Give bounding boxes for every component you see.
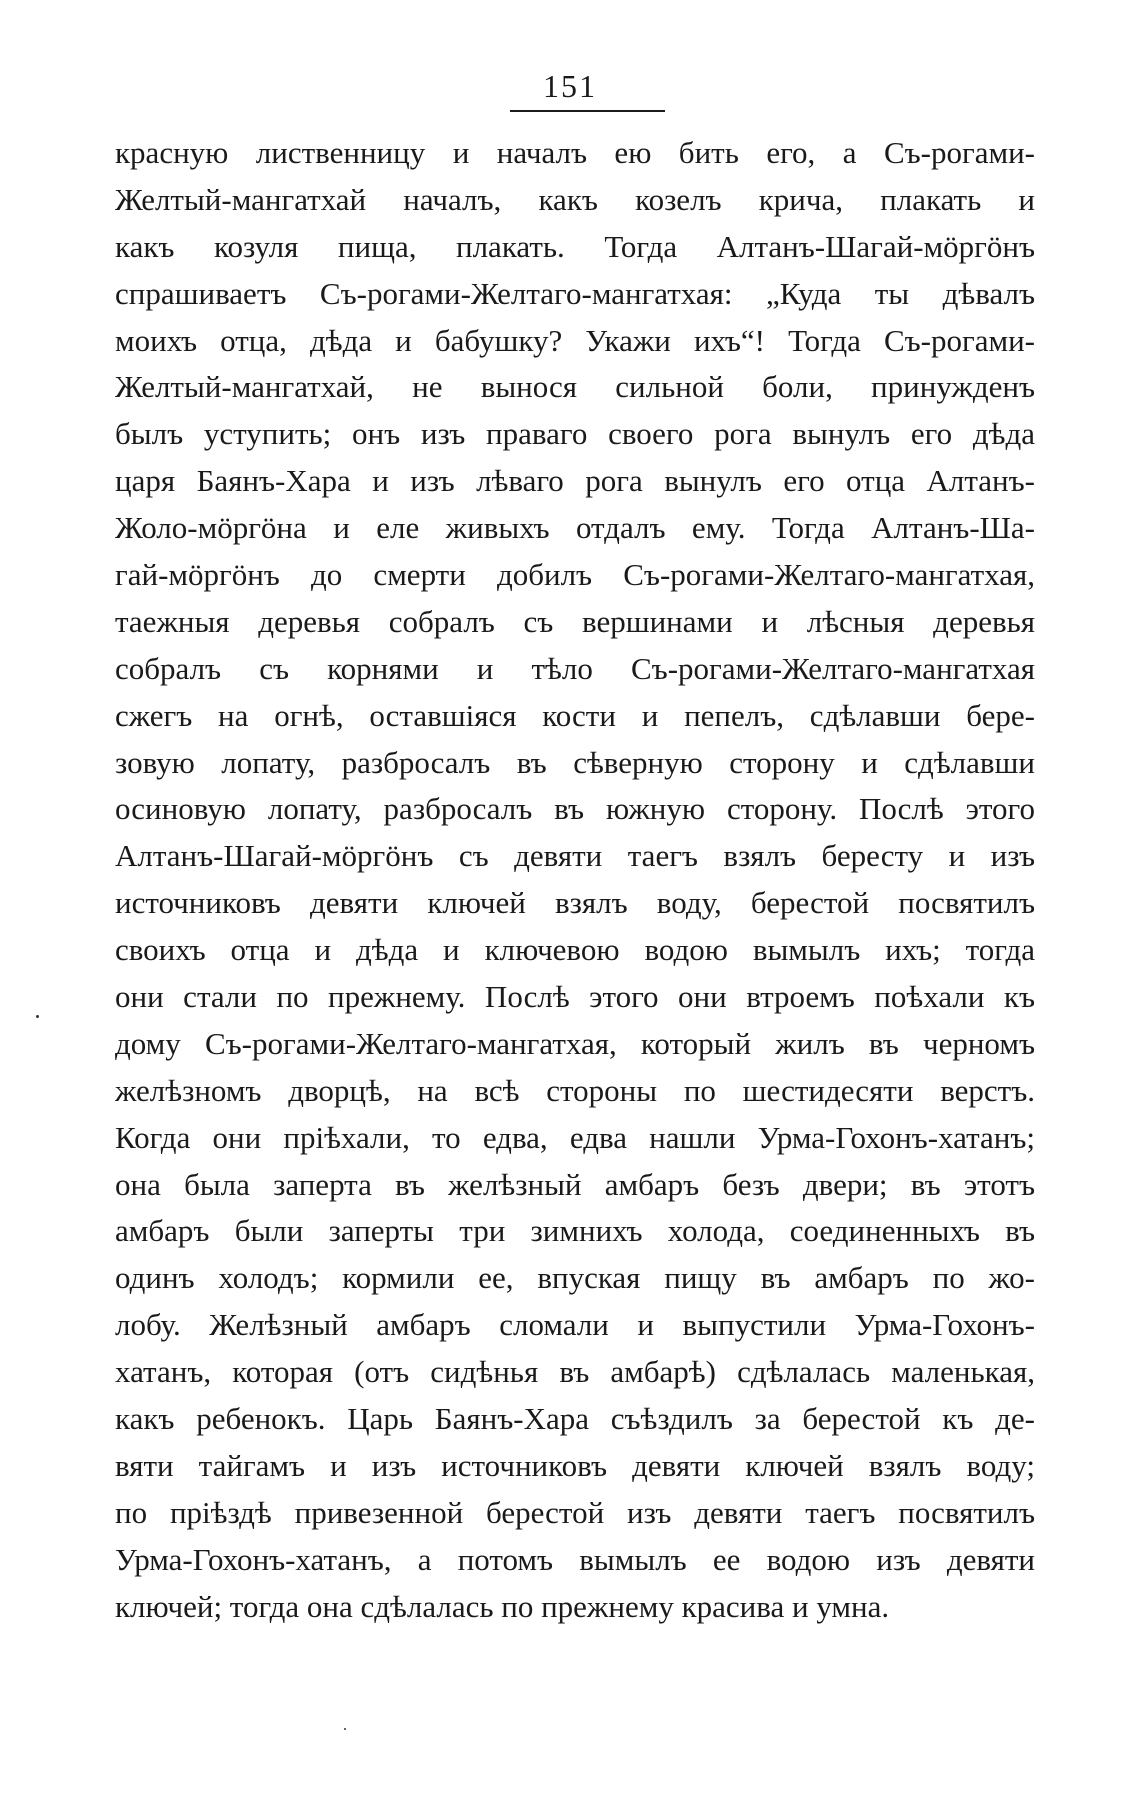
text-line: Желтый-мангатхай, не вынося сильной боли, принужденъ bbox=[115, 369, 1035, 405]
text-line: царя Баянъ-Хара и изъ лѣваго рога вынулъ его отца Алтанъ- bbox=[115, 463, 1035, 499]
text-line: зовую лопату, разбросалъ въ сѣверную сторону и сдѣлавши bbox=[115, 744, 1035, 780]
text-line: былъ уступить; онъ изъ праваго своего рога вынулъ его дѣда bbox=[115, 416, 1035, 452]
text-line: Алтанъ-Шагай-мöргöнъ съ девяти таегъ взялъ бересту и изъ bbox=[115, 838, 1035, 874]
text-line: хатанъ, которая (отъ сидѣнья въ амбарѣ) сдѣлалась маленькая, bbox=[115, 1354, 1035, 1390]
body-text bbox=[115, 130, 1035, 1631]
text-line: спрашиваетъ Съ-рогами-Желтаго-мангатхая: „Куда ты дѣвалъ bbox=[115, 275, 1035, 311]
text-line: дому Съ-рогами-Желтаго-мангатхая, который жилъ въ черномъ bbox=[115, 1025, 1035, 1061]
text-line: моихъ отца, дѣда и бабушку? Укажи ихъ“! Тогда Съ-рогами- bbox=[115, 322, 1035, 358]
text-line: желѣзномъ дворцѣ, на всѣ стороны по шестидесяти верстъ. bbox=[115, 1072, 1035, 1108]
text-line: Когда они пріѣхали, то едва, едва нашли Урма-Гохонъ-хатанъ; bbox=[115, 1119, 1035, 1155]
text-line: сжегъ на огнѣ, оставшіяся кости и пепелъ, сдѣлавши бере- bbox=[115, 697, 1035, 733]
text-line: Урма-Гохонъ-хатанъ, а потомъ вымылъ ее водою изъ девяти bbox=[115, 1541, 1035, 1577]
text-line: какъ ребенокъ. Царь Баянъ-Хара съѣздилъ за берестой къ де- bbox=[115, 1401, 1035, 1437]
scan-speck bbox=[344, 1728, 346, 1730]
text-line: одинъ холодъ; кормили ее, впуская пищу въ амбаръ по жо- bbox=[115, 1260, 1035, 1296]
text-line: таежныя деревья собралъ съ вершинами и лѣсныя деревья bbox=[115, 603, 1035, 639]
text-line: красную лиственницу и началъ ею бить его, а Съ-рогами- bbox=[115, 135, 1035, 170]
text-line: какъ козуля пища, плакать. Тогда Алтанъ-Шагай-мöргöнъ bbox=[115, 228, 1035, 264]
text-line: она была заперта въ желѣзный амбаръ безъ двери; въ этотъ bbox=[115, 1166, 1035, 1202]
text-line: Желтый-мангатхай началъ, какъ козелъ крича, плакать и bbox=[115, 181, 1035, 217]
text-line: гай-мöргöнъ до смерти добилъ Съ-рогами-Желтаго-мангатхая, bbox=[115, 557, 1035, 593]
text-line: источниковъ девяти ключей взялъ воду, берестой посвятилъ bbox=[115, 885, 1035, 921]
text-line: вяти тайгамъ и изъ источниковъ девяти ключей взялъ воду; bbox=[115, 1447, 1035, 1483]
text-line: по пріѣздѣ привезенной берестой изъ девяти таегъ посвятилъ bbox=[115, 1494, 1035, 1530]
text-line: амбаръ были заперты три зимнихъ холода, соединенныхъ въ bbox=[115, 1213, 1035, 1249]
text-line: Жоло-мöргöна и еле живыхъ отдалъ ему. Тогда Алтанъ-Ша- bbox=[115, 510, 1035, 546]
page-number: 151 bbox=[543, 68, 597, 104]
text-line: своихъ отца и дѣда и ключевою водою вымылъ ихъ; тогда bbox=[115, 932, 1035, 968]
scan-speck bbox=[36, 1015, 39, 1018]
header-rule bbox=[510, 110, 665, 112]
text-line: лобу. Желѣзный амбаръ сломали и выпустили Урма-Гохонъ- bbox=[115, 1307, 1035, 1343]
text-line: они стали по прежнему. Послѣ этого они втроемъ поѣхали къ bbox=[115, 979, 1035, 1015]
text-line: ключей; тогда она сдѣлалась по прежнему красива и умна. bbox=[115, 1588, 890, 1624]
text-line: собралъ съ корнями и тѣло Съ-рогами-Желтаго-мангатхая bbox=[115, 650, 1035, 686]
text-line: осиновую лопату, разбросалъ въ южную сторону. Послѣ этого bbox=[115, 791, 1035, 827]
